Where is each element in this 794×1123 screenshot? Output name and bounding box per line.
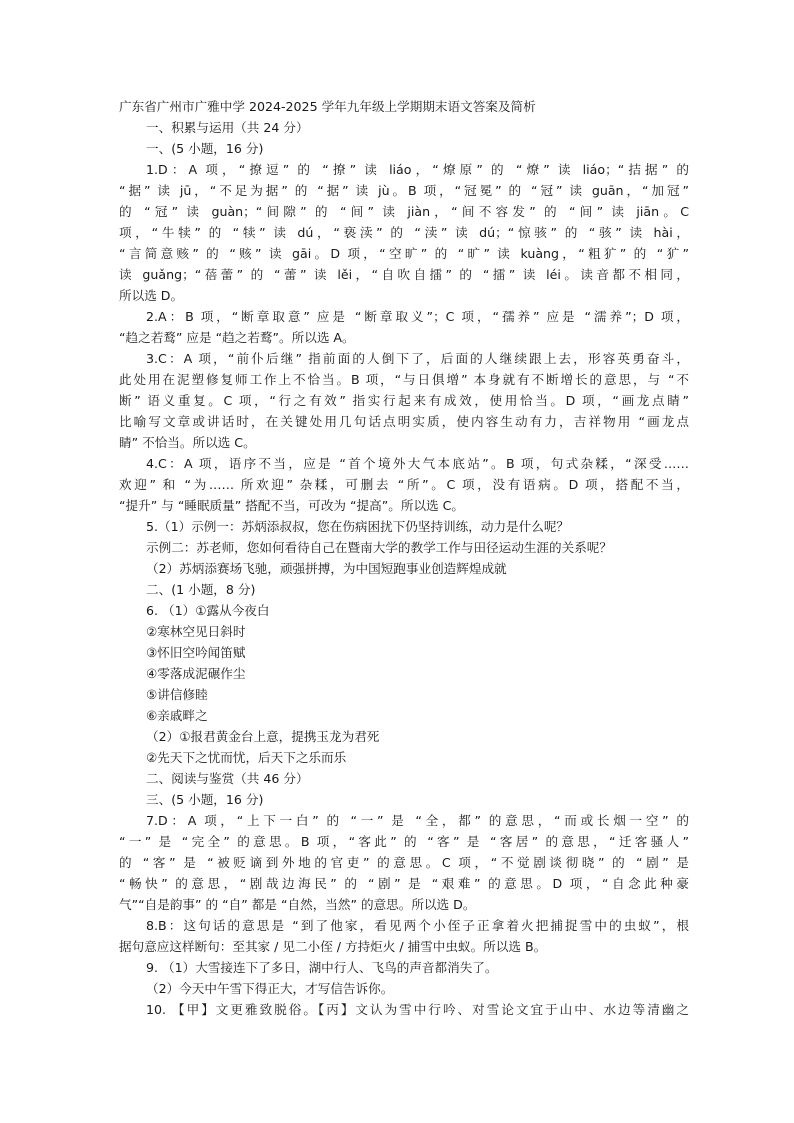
q5-line: （2）苏炳添赛场飞驰，顽强拼搏，为中国短跑事业创造辉煌成就 [146, 561, 507, 576]
q3-line: 此处用在泥塑修复师工作上不恰当。B 项，“与日俱增” 本身就有不断增长的意思，与 “不 [119, 372, 689, 387]
q2-line: “趋之若鹜” 应是 “趋之若鹜”。所以选 A。 [119, 330, 355, 345]
q5-line: 5.（1）示例一：苏炳添叔叔，您在伤病困扰下仍坚持训练，动力是什么呢？ [146, 519, 570, 534]
q1-line: 读 guǎng；“蓓蕾” 的 “蕾” 读 lěi，“自吹自擂” 的 “擂” 读 léi。读音都不相同， [119, 267, 689, 282]
q3-line: 睛” 不恰当。所以选 C。 [119, 435, 256, 450]
q10-line: 10. 【甲】文更雅致脱俗。【丙】文认为雪中行吟、对雪论文宜于山中、水边等清幽之 [146, 1002, 689, 1017]
q6-line: （2）①报君黄金台上意，提携玉龙为君死 [146, 729, 380, 744]
q3-line: 3.C：A 项，“前仆后继” 指前面的人倒下了，后面的人继续跟上去，形容英勇奋斗， [146, 351, 689, 366]
section-heading-2: 二、阅读与鉴赏（共 46 分） [146, 771, 309, 786]
q6-line: ②先天下之忧而忧，后天下之乐而乐 [146, 750, 347, 765]
q6-line: ④零落成泥碾作尘 [146, 666, 246, 681]
q7-line: “畅快” 的意思，“剧哉边海民” 的 “剧” 是 “艰难” 的意思。D 项，“自念此种豪 [119, 876, 689, 891]
answer-document [119, 96, 689, 1020]
q7-line: 气”“自是韵事” 的 “自” 都是 “自然，当然” 的意思。所以选 D。 [119, 897, 476, 912]
q8-line: 8.B：这句话的意思是 “到了他家，看见两个小侄子正拿着火把捕捉雪中的虫蚁”，根 [146, 918, 689, 933]
q1-line: 所以选 D。 [119, 288, 184, 303]
q1-line: 项，“牛犊” 的 “犊” 读 dú，“亵渎” 的 “渎” 读 dú；“惊骇” 的 “骇” 读 hài， [119, 225, 689, 240]
q3-line: 断” 语义重复。C 项，“行之有效” 指实行起来有成效，使用恰当。D 项，“画龙点睛” [119, 393, 689, 408]
q6-line: 6. （1）①露从今夜白 [146, 603, 270, 618]
q1-line: “据” 读 jū，“不足为据” 的 “据” 读 jù。B 项，“冠冕” 的 “冠” 读 guān，“加冠” [119, 183, 689, 198]
q3-line: 比喻写文章或讲话时，在关键处用几句话点明实质，使内容生动有力，吉祥物用 “画龙点 [119, 414, 689, 429]
q4-line: “提升” 与 “睡眠质量” 搭配不当，可改为 “提高”。所以选 C。 [119, 498, 465, 513]
q2-line: 2.A：B 项，“断章取意” 应是 “断章取义”；C 项，“孺养” 应是 “濡养”；D 项， [146, 309, 689, 324]
q9-line: （2）今天中午雪下得正大，才写信告诉你。 [146, 981, 394, 996]
section-heading-1: 一、积累与运用（共 24 分） [146, 120, 309, 135]
q9-line: 9. （1）大雪接连下了多日，湖中行人、飞鸟的声音都消失了。 [146, 960, 498, 975]
part-heading-2: 二、(1 小题，8 分) [146, 582, 256, 597]
q7-line: “一” 是 “完全” 的意思。B 项，“客此” 的 “客” 是 “客居” 的意思，“迁客骚人” [119, 834, 689, 849]
q1-line: 的 “冠” 读 guàn；“间隙” 的 “间” 读 jiàn，“间不容发” 的 “间” 读 jiān。C [119, 204, 689, 219]
part-heading-1: 一、(5 小题，16 分) [146, 141, 264, 156]
q4-line: 4.C：A 项，语序不当，应是 “首个境外大气本底站”。B 项，句式杂糅，“深受…… [146, 456, 689, 471]
q6-line: ⑥亲戚畔之 [146, 708, 208, 723]
q7-line: 7.D：A 项，“上下一白” 的 “一” 是 “全，都” 的意思，“而或长烟一空” 的 [146, 813, 689, 828]
q6-line: ③怀旧空吟闻笛赋 [146, 645, 246, 660]
q6-line: ②寒林空见日斜时 [146, 624, 246, 639]
q5-line: 示例二：苏老师，您如何看待自己在暨南大学的教学工作与田径运动生涯的关系呢？ [146, 540, 612, 555]
q1-line: 1.D：A 项，“撩逗” 的 “撩” 读 liáo，“燎原” 的 “燎” 读 liáo；“拮据” 的 [146, 162, 689, 177]
q6-line: ⑤讲信修睦 [146, 687, 208, 702]
document-title: 广东省广州市广雅中学 2024-2025 学年九年级上学期期末语文答案及简析 [119, 99, 536, 114]
q8-line: 据句意应这样断句：至其家 / 见二小侄 / 方持炬火 / 捕雪中虫蚁。所以选 B。 [119, 939, 547, 954]
q4-line: 欢迎” 和 “为…… 所欢迎” 杂糅，可删去 “所”。C 项，没有语病。D 项，搭配不当， [119, 477, 689, 492]
q1-line: “言简意赅” 的 “赅” 读 gāi。D 项，“空旷” 的 “旷” 读 kuàng，“粗犷” 的 “犷” [119, 246, 689, 261]
part-heading-3: 三、(5 小题，16 分) [146, 792, 264, 807]
q7-line: 的 “客” 是 “被贬谪到外地的官吏” 的意思。C 项，“不觉剧谈彻晓” 的 “剧” 是 [119, 855, 689, 870]
